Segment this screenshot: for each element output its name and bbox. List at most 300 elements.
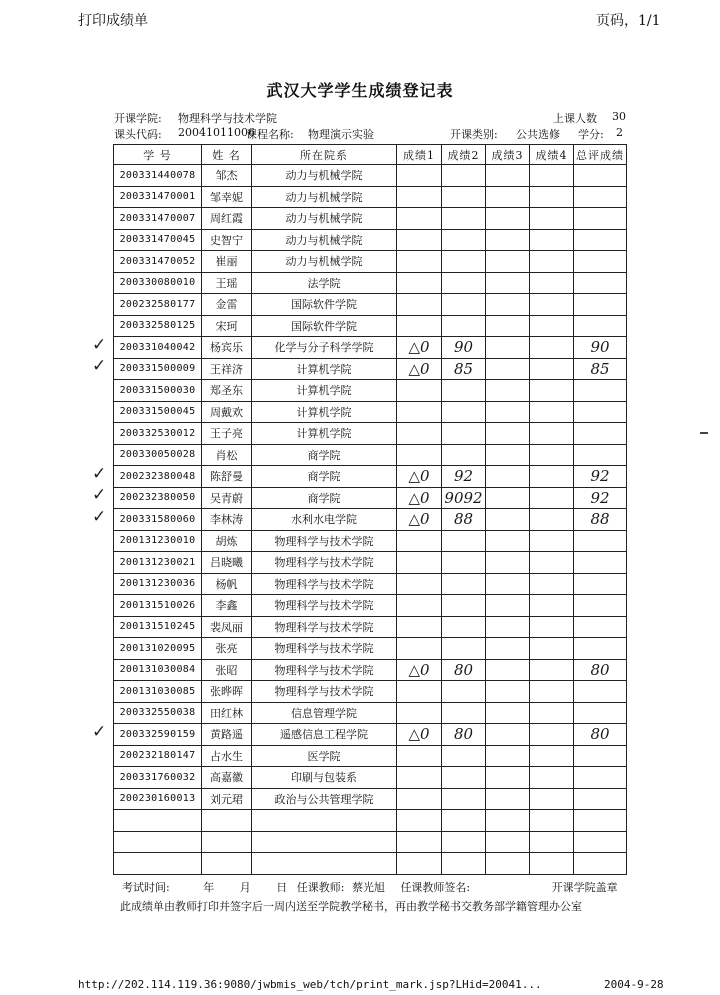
student-name-cell: 杨帆 (202, 573, 252, 595)
score3-cell (486, 294, 530, 316)
student-id-cell: 200131030085 (114, 681, 202, 703)
student-name-cell: 杨宾乐 (202, 337, 252, 359)
score2-cell: 80 (442, 659, 486, 681)
score3-cell (486, 767, 530, 789)
student-id-cell: 200332530012 (114, 423, 202, 445)
score2-cell (442, 401, 486, 423)
student-id-cell: 200232180147 (114, 745, 202, 767)
score2-cell (442, 831, 486, 853)
student-id-cell: 200131510026 (114, 595, 202, 617)
score4-cell (530, 681, 574, 703)
score3-cell (486, 251, 530, 273)
student-name-cell: 李鑫 (202, 595, 252, 617)
score3-cell (486, 853, 530, 875)
total-score-cell (574, 251, 627, 273)
department-cell: 医学院 (252, 745, 397, 767)
department-cell: 印刷与包装系 (252, 767, 397, 789)
total-score-cell: 88 (574, 509, 627, 531)
total-score-cell: 90 (574, 337, 627, 359)
total-score-cell: 80 (574, 724, 627, 746)
student-id-cell: 200332550038 (114, 702, 202, 724)
score2-cell (442, 444, 486, 466)
student-name-cell: 张亮 (202, 638, 252, 660)
student-id-cell: 200331500030 (114, 380, 202, 402)
total-score-cell (574, 530, 627, 552)
student-id-cell (114, 853, 202, 875)
table-row (114, 616, 627, 638)
check-mark: ✓ (92, 485, 107, 505)
table-row (114, 272, 627, 294)
table-row (114, 487, 627, 509)
student-id-cell: 200331470052 (114, 251, 202, 273)
table-body (114, 165, 627, 875)
score4-cell (530, 423, 574, 445)
score1-cell: △0 (397, 509, 442, 531)
table-row (114, 165, 627, 187)
column-header: 总评成绩 (574, 145, 627, 165)
college-stamp: 开课学院盖章 (551, 881, 618, 894)
total-score-cell (574, 638, 627, 660)
score2-cell (442, 595, 486, 617)
student-id-cell: 200331470001 (114, 186, 202, 208)
department-cell: 商学院 (252, 444, 397, 466)
department-cell: 物理科学与技术学院 (252, 681, 397, 703)
department-cell: 动力与机械学院 (252, 251, 397, 273)
student-name-cell: 王祥济 (202, 358, 252, 380)
department-cell: 物理科学与技术学院 (252, 638, 397, 660)
department-cell: 动力与机械学院 (252, 186, 397, 208)
score4-cell (530, 444, 574, 466)
score1-cell (397, 294, 442, 316)
check-mark: ✓ (92, 463, 107, 484)
score3-cell (486, 272, 530, 294)
table-row (114, 810, 627, 832)
table-row (114, 573, 627, 595)
table-row (114, 724, 627, 746)
table-row (114, 595, 627, 617)
score1-cell (397, 315, 442, 337)
score3-cell (486, 595, 530, 617)
footer-note: 此成绩单由教师打印并签字后一周内送至学院教学秘书，再由教学秘书交教务部学籍管理办公室 (120, 900, 582, 913)
student-name-cell: 史智宁 (202, 229, 252, 251)
student-name-cell: 胡炼 (202, 530, 252, 552)
total-score-cell (574, 702, 627, 724)
column-header: 成绩3 (486, 145, 530, 165)
score4-cell (530, 530, 574, 552)
score2-cell (442, 616, 486, 638)
page-title: 武汉大学学生成绩登记表 (266, 81, 454, 100)
department-cell: 法学院 (252, 272, 397, 294)
column-header: 成绩2 (442, 145, 486, 165)
credit-label: 学分: (578, 128, 604, 141)
score3-cell (486, 401, 530, 423)
score4-cell (530, 810, 574, 832)
department-cell: 计算机学院 (252, 358, 397, 380)
score1-cell (397, 788, 442, 810)
column-header: 学 号 (114, 145, 202, 165)
score1-cell (397, 380, 442, 402)
score1-cell: △0 (397, 466, 442, 488)
score3-cell (486, 573, 530, 595)
score2-cell: 90 (442, 337, 486, 359)
department-cell: 国际软件学院 (252, 294, 397, 316)
score2-cell: 92 (442, 466, 486, 488)
score3-cell (486, 831, 530, 853)
total-score-cell (574, 444, 627, 466)
column-header: 姓 名 (202, 145, 252, 165)
student-name-cell: 邹杰 (202, 165, 252, 187)
column-header: 所在院系 (252, 145, 397, 165)
enroll-value: 30 (612, 110, 626, 123)
department-cell: 动力与机械学院 (252, 229, 397, 251)
student-id-cell: 200331760032 (114, 767, 202, 789)
department-cell: 物理科学与技术学院 (252, 659, 397, 681)
student-name-cell: 占水生 (202, 745, 252, 767)
score4-cell (530, 487, 574, 509)
score2-cell: 85 (442, 358, 486, 380)
score1-cell (397, 595, 442, 617)
score3-cell (486, 208, 530, 230)
score3-cell (486, 810, 530, 832)
score4-cell (530, 315, 574, 337)
score3-cell (486, 444, 530, 466)
score1-cell (397, 853, 442, 875)
score1-cell: △0 (397, 337, 442, 359)
score3-cell (486, 509, 530, 531)
score1-cell (397, 229, 442, 251)
department-cell: 国际软件学院 (252, 315, 397, 337)
student-name-cell: 郑圣东 (202, 380, 252, 402)
department-cell: 动力与机械学院 (252, 165, 397, 187)
student-name-cell: 金雷 (202, 294, 252, 316)
score2-cell (442, 294, 486, 316)
department-cell: 商学院 (252, 487, 397, 509)
check-mark: ✓ (92, 721, 107, 742)
student-name-cell: 高嘉徽 (202, 767, 252, 789)
student-name-cell (202, 853, 252, 875)
check-mark: ✓ (92, 356, 107, 376)
score3-cell (486, 358, 530, 380)
score2-cell: 9092 (442, 487, 486, 509)
exam-year: 年 (203, 881, 215, 894)
table-row (114, 401, 627, 423)
score1-cell (397, 552, 442, 574)
score1-cell (397, 831, 442, 853)
score1-cell (397, 573, 442, 595)
total-score-cell: 92 (574, 487, 627, 509)
student-id-cell: 200331500009 (114, 358, 202, 380)
score1-cell (397, 810, 442, 832)
score4-cell (530, 208, 574, 230)
student-id-cell: 200331500045 (114, 401, 202, 423)
table-row (114, 853, 627, 875)
score4-cell (530, 616, 574, 638)
department-cell: 物理科学与技术学院 (252, 595, 397, 617)
student-id-cell: 200232380048 (114, 466, 202, 488)
teacher-label: 任课教师: (296, 881, 345, 894)
type-value: 公共选修 (516, 128, 560, 141)
department-cell: 政治与公共管理学院 (252, 788, 397, 810)
student-name-cell (202, 810, 252, 832)
score1-cell (397, 638, 442, 660)
type-label: 开课类别: (450, 128, 498, 141)
department-cell: 水利水电学院 (252, 509, 397, 531)
student-name-cell (202, 831, 252, 853)
department-cell: 信息管理学院 (252, 702, 397, 724)
score4-cell (530, 229, 574, 251)
score3-cell (486, 681, 530, 703)
total-score-cell: 92 (574, 466, 627, 488)
department-cell: 物理科学与技术学院 (252, 552, 397, 574)
student-id-cell: 200330050028 (114, 444, 202, 466)
table-row (114, 294, 627, 316)
score3-cell (486, 229, 530, 251)
student-name-cell: 田红林 (202, 702, 252, 724)
score2-cell (442, 229, 486, 251)
score4-cell (530, 552, 574, 574)
table-row (114, 509, 627, 531)
total-score-cell (574, 380, 627, 402)
score2-cell (442, 186, 486, 208)
score1-cell (397, 186, 442, 208)
score2-cell (442, 552, 486, 574)
score2-cell (442, 272, 486, 294)
total-score-cell (574, 208, 627, 230)
department-cell (252, 831, 397, 853)
total-score-cell (574, 229, 627, 251)
score2-cell (442, 380, 486, 402)
department-cell: 物理科学与技术学院 (252, 616, 397, 638)
score2-cell (442, 853, 486, 875)
department-cell: 物理科学与技术学院 (252, 530, 397, 552)
score4-cell (530, 702, 574, 724)
student-id-cell: 200131030084 (114, 659, 202, 681)
student-name-cell: 周红霞 (202, 208, 252, 230)
teacher-value: 蔡光旭 (351, 881, 385, 894)
department-cell: 计算机学院 (252, 380, 397, 402)
table-row (114, 466, 627, 488)
score4-cell (530, 831, 574, 853)
total-score-cell: 80 (574, 659, 627, 681)
table-row (114, 745, 627, 767)
student-name-cell: 刘元珺 (202, 788, 252, 810)
total-score-cell (574, 165, 627, 187)
score1-cell (397, 745, 442, 767)
table-row (114, 186, 627, 208)
score3-cell (486, 745, 530, 767)
student-id-cell: 200331440078 (114, 165, 202, 187)
score4-cell (530, 509, 574, 531)
score3-cell (486, 423, 530, 445)
score3-cell (486, 165, 530, 187)
code-value: 20041011006 (178, 126, 255, 139)
total-score-cell (574, 401, 627, 423)
student-name-cell: 肖松 (202, 444, 252, 466)
student-id-cell: 200332590159 (114, 724, 202, 746)
score4-cell (530, 165, 574, 187)
student-name-cell: 李林涛 (202, 509, 252, 531)
table-row (114, 659, 627, 681)
student-name-cell: 裴凤丽 (202, 616, 252, 638)
table-row (114, 681, 627, 703)
table-row (114, 229, 627, 251)
total-score-cell (574, 552, 627, 574)
score2-cell (442, 638, 486, 660)
exam-day: 日 (276, 881, 288, 894)
department-cell: 化学与分子科学学院 (252, 337, 397, 359)
grades-table (113, 144, 627, 875)
student-id-cell: 200332580125 (114, 315, 202, 337)
student-name-cell: 崔丽 (202, 251, 252, 273)
total-score-cell (574, 573, 627, 595)
department-cell: 动力与机械学院 (252, 208, 397, 230)
student-id-cell (114, 831, 202, 853)
student-id-cell: 200131510245 (114, 616, 202, 638)
check-mark: ✓ (92, 334, 107, 355)
total-score-cell (574, 681, 627, 703)
score4-cell (530, 380, 574, 402)
table-row (114, 444, 627, 466)
table-row (114, 767, 627, 789)
score4-cell (530, 573, 574, 595)
total-score-cell (574, 831, 627, 853)
department-cell: 商学院 (252, 466, 397, 488)
student-id-cell: 200331580060 (114, 509, 202, 531)
student-name-cell: 陈舒曼 (202, 466, 252, 488)
student-id-cell: 200330080010 (114, 272, 202, 294)
table-row (114, 831, 627, 853)
department-cell (252, 853, 397, 875)
score4-cell (530, 251, 574, 273)
score4-cell (530, 294, 574, 316)
department-cell (252, 810, 397, 832)
department-cell: 物理科学与技术学院 (252, 573, 397, 595)
department-cell: 计算机学院 (252, 423, 397, 445)
column-header: 成绩4 (530, 145, 574, 165)
table-row (114, 337, 627, 359)
student-name-cell: 王瑶 (202, 272, 252, 294)
student-name-cell: 邹幸妮 (202, 186, 252, 208)
table-row (114, 358, 627, 380)
score4-cell (530, 466, 574, 488)
score3-cell (486, 702, 530, 724)
column-header: 成绩1 (397, 145, 442, 165)
score3-cell (486, 552, 530, 574)
score2-cell (442, 810, 486, 832)
college-value: 物理科学与技术学院 (178, 112, 277, 125)
total-score-cell (574, 186, 627, 208)
student-id-cell: 200131230036 (114, 573, 202, 595)
score3-cell (486, 616, 530, 638)
total-score-cell (574, 423, 627, 445)
score3-cell (486, 186, 530, 208)
score1-cell (397, 444, 442, 466)
total-score-cell (574, 616, 627, 638)
score1-cell (397, 401, 442, 423)
score4-cell (530, 337, 574, 359)
table-header-row (114, 145, 627, 165)
course-value: 物理演示实验 (308, 128, 374, 141)
score1-cell (397, 702, 442, 724)
student-id-cell: 200331470045 (114, 229, 202, 251)
score1-cell: △0 (397, 659, 442, 681)
table-row (114, 208, 627, 230)
total-score-cell (574, 315, 627, 337)
table-row (114, 251, 627, 273)
score2-cell (442, 315, 486, 337)
score1-cell (397, 208, 442, 230)
student-name-cell: 王子亮 (202, 423, 252, 445)
score2-cell (442, 702, 486, 724)
score2-cell (442, 573, 486, 595)
credit-value: 2 (616, 126, 623, 139)
student-id-cell: 200331040042 (114, 337, 202, 359)
print-date: 2004-9-28 (604, 978, 664, 991)
score3-cell (486, 724, 530, 746)
student-name-cell: 张晔晖 (202, 681, 252, 703)
footer-line (122, 879, 636, 895)
score1-cell (397, 616, 442, 638)
score3-cell (486, 380, 530, 402)
total-score-cell: 85 (574, 358, 627, 380)
table-row (114, 552, 627, 574)
student-id-cell: 200331470007 (114, 208, 202, 230)
table-row (114, 788, 627, 810)
exam-month: 月 (239, 881, 251, 894)
score4-cell (530, 745, 574, 767)
enroll-label: 上课人数 (553, 112, 597, 125)
score4-cell (530, 595, 574, 617)
student-name-cell: 张昭 (202, 659, 252, 681)
table-row (114, 380, 627, 402)
total-score-cell (574, 294, 627, 316)
total-score-cell (574, 272, 627, 294)
score1-cell: △0 (397, 358, 442, 380)
total-score-cell (574, 853, 627, 875)
score2-cell (442, 530, 486, 552)
student-id-cell: 200230160013 (114, 788, 202, 810)
score2-cell: 80 (442, 724, 486, 746)
student-name-cell: 吴青蔚 (202, 487, 252, 509)
course-label: 课程名称: (246, 128, 294, 141)
total-score-cell (574, 788, 627, 810)
score2-cell (442, 423, 486, 445)
department-cell: 遥感信息工程学院 (252, 724, 397, 746)
student-name-cell: 宋珂 (202, 315, 252, 337)
student-name-cell: 吕晓曦 (202, 552, 252, 574)
student-id-cell: 200131230010 (114, 530, 202, 552)
total-score-cell (574, 595, 627, 617)
score2-cell (442, 208, 486, 230)
score3-cell (486, 337, 530, 359)
score4-cell (530, 724, 574, 746)
score4-cell (530, 659, 574, 681)
score3-cell (486, 315, 530, 337)
score3-cell (486, 466, 530, 488)
table-row (114, 423, 627, 445)
table-row (114, 702, 627, 724)
total-score-cell (574, 810, 627, 832)
score2-cell (442, 681, 486, 703)
student-id-cell: 200131020095 (114, 638, 202, 660)
score3-cell (486, 530, 530, 552)
student-id-cell: 200131230021 (114, 552, 202, 574)
score2-cell (442, 788, 486, 810)
scan-mark (700, 432, 708, 434)
score2-cell (442, 165, 486, 187)
score4-cell (530, 788, 574, 810)
score2-cell (442, 251, 486, 273)
